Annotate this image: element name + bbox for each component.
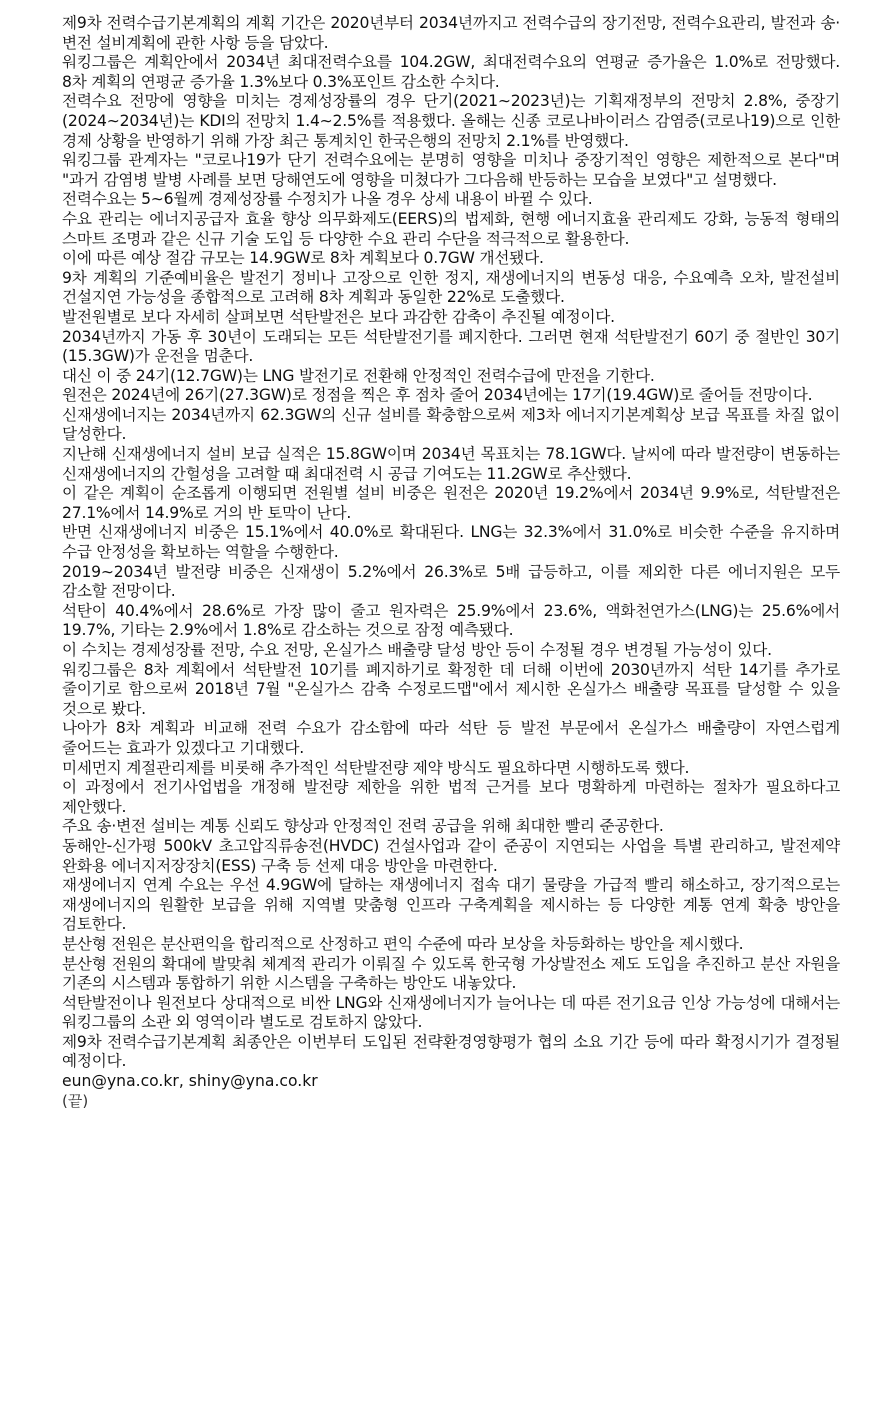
article-paragraph: 9차 계획의 기준예비율은 발전기 정비나 고장으로 인한 정지, 재생에너지의 변동성 대응, 수요예측 오차, 발전설비 건설지연 가능성을 종합적으로 고려해 8차 계획과 동일한 22%로 도출했다. [62, 268, 840, 307]
article-paragraph: 나아가 8차 계획과 비교해 전력 수요가 감소함에 따라 석탄 등 발전 부문에서 온실가스 배출량이 자연스럽게 줄어드는 효과가 있겠다고 기대했다. [62, 719, 840, 757]
article-paragraph: 원전은 2024년에 26기(27.3GW)로 정점을 찍은 후 점차 줄어 2034년에는 17기(19.4GW)로 줄어들 전망이다. [62, 386, 813, 405]
article-paragraph: 분산형 전원의 확대에 발맞춰 체계적 관리가 이뤄질 수 있도록 한국형 가상발전소 제도 도입을 추진하고 분산 자원을 기존의 시스템과 통합하기 위한 시스템을 구축하는 방안도 내놓았다. [62, 954, 840, 993]
article-paragraph: 제9차 전력수급기본계획의 계획 기간은 2020년부터 2034년까지고 전력수급의 장기전망, 전력수요관리, 발전과 송·변전 설비계획에 관한 사항 등을 담았다. [62, 14, 840, 52]
article-paragraph: 대신 이 중 24기(12.7GW)는 LNG 발전기로 전환해 안정적인 전력수급에 만전을 기한다. [62, 366, 655, 385]
article-body [62, 14, 840, 1110]
article-paragraph: 신재생에너지는 2034년까지 62.3GW의 신규 설비를 확충함으로써 제3차 에너지기본계획상 보급 목표를 차질 없이 달성한다. [62, 405, 840, 444]
article-paragraph: 이에 따른 예상 절감 규모는 14.9GW로 8차 계획보다 0.7GW 개선됐다. [62, 249, 544, 268]
article-paragraph: 석탄이 40.4%에서 28.6%로 가장 많이 줄고 원자력은 25.9%에서 23.6%, 액화천연가스(LNG)는 25.6%에서 19.7%, 기타는 2.9%에서 1.8%로 감소하는 것으로 잠정 예측됐다. [62, 601, 840, 640]
article-paragraph: 분산형 전원은 분산편익을 합리적으로 산정하고 편익 수준에 따라 보상을 차등화하는 방안을 제시했다. [62, 934, 744, 953]
article-paragraph: 석탄발전이나 원전보다 상대적으로 비싼 LNG와 신재생에너지가 늘어나는 데 따른 전기요금 인상 가능성에 대해서는 워킹그룹의 소관 외 영역이라 별도로 검토하지 않았다. [62, 993, 840, 1032]
article-paragraph: 이 수치는 경제성장률 전망, 수요 전망, 온실가스 배출량 달성 방안 등이 수정될 경우 변경될 가능성이 있다. [62, 641, 772, 659]
article-paragraph: 반면 신재생에너지 비중은 15.1%에서 40.0%로 확대된다. LNG는 32.3%에서 31.0%로 비슷한 수준을 유지하며 수급 안정성을 확보하는 역할을 수행한다. [62, 523, 840, 562]
article-paragraph: 워킹그룹은 8차 계획에서 석탄발전 10기를 폐지하기로 확정한 데 더해 이번에 2030년까지 석탄 14기를 추가로 줄이기로 함으로써 2018년 7월 "온실가스 감축 수정로드맵"에서 제시한 온실가스 배출량 목표를 달성할 수 있을 것으로 봤다. [62, 660, 840, 718]
article-paragraph: 주요 송·변전 설비는 계통 신뢰도 향상과 안정적인 전력 공급을 위해 최대한 빨리 준공한다. [62, 817, 664, 836]
article-paragraph: 전력수요는 5∼6월께 경제성장률 수정치가 나올 경우 상세 내용이 바뀔 수 있다. [62, 190, 593, 209]
author-email: eun@yna.co.kr, shiny@yna.co.kr [62, 1072, 318, 1091]
article-paragraph: 재생에너지 연계 수요는 우선 4.9GW에 달하는 재생에너지 접속 대기 물량을 가급적 빨리 해소하고, 장기적으로는 재생에너지의 원활한 보급을 위해 지역별 맞춤형 인프라 구축계획을 제시하는 등 다양한 계통 연계 확충 방안을 검토한다. [62, 876, 840, 934]
article-paragraph: 지난해 신재생에너지 설비 보급 실적은 15.8GW이며 2034년 목표치는 78.1GW다. 날씨에 따라 발전량이 변동하는 신재생에너지의 간헐성을 고려할 때 최대전력 시 공급 기여도는 11.2GW로 추산했다. [62, 445, 840, 483]
article-end-mark: (끝) [62, 1091, 89, 1110]
article-paragraph: 전력수요 전망에 영향을 미치는 경제성장률의 경우 단기(2021∼2023년)는 기획재정부의 전망치 2.8%, 중장기(2024∼2034년)는 KDI의 전망치 1.4∼2.5%를 적용했다. 올해는 신종 코로나바이러스 감염증(코로나19)으로 인한 경제 상황을 반영하기 위해 가장 최근 통계치인 한국은행의 전망치 2.1%를 반영했다. [62, 92, 840, 150]
article-paragraph: 2019∼2034년 발전량 비중은 신재생이 5.2%에서 26.3%로 5배 급등하고, 이를 제외한 다른 에너지원은 모두 감소할 전망이다. [62, 562, 840, 601]
article-paragraph: 이 과정에서 전기사업법을 개정해 발전량 제한을 위한 법적 근거를 보다 명확하게 마련하는 절차가 필요하다고 제안했다. [62, 778, 840, 816]
article-paragraph: 발전원별로 보다 자세히 살펴보면 석탄발전은 보다 과감한 감축이 추진될 예정이다. [62, 307, 615, 326]
article-paragraph: 이 같은 계획이 순조롭게 이행되면 전원별 설비 비중은 원전은 2020년 19.2%에서 2034년 9.9%로, 석탄발전은 27.1%에서 14.9%로 거의 반 토막이 난다. [62, 484, 840, 522]
article-paragraph: 제9차 전력수급기본계획 최종안은 이번부터 도입된 전략환경영향평가 협의 소요 기간 등에 따라 확정시기가 결정될 예정이다. [62, 1032, 840, 1071]
article-paragraph: 동해안-신가평 500kV 초고압직류송전(HVDC) 건설사업과 같이 준공이 지연되는 사업을 특별 관리하고, 발전제약 완화용 에너지저장장치(ESS) 구축 등 선제 대응 방안을 마련한다. [62, 836, 840, 875]
article-paragraph: 2034년까지 가동 후 30년이 도래되는 모든 석탄발전기를 폐지한다. 그러면 현재 석탄발전기 60기 중 절반인 30기(15.3GW)가 운전을 멈춘다. [62, 327, 840, 366]
article-paragraph: 워킹그룹 관계자는 "코로나19가 단기 전력수요에는 분명히 영향을 미치나 중장기적인 영향은 제한적으로 본다"며 "과거 감염병 발병 사례를 보면 당해연도에 영향을 미쳤다가 그다음해 반등하는 모습을 보였다"고 설명했다. [62, 151, 840, 189]
article-paragraph: 미세먼지 계절관리제를 비롯해 추가적인 석탄발전량 제약 방식도 필요하다면 시행하도록 했다. [62, 758, 690, 777]
article-paragraph: 워킹그룹은 계획안에서 2034년 최대전력수요를 104.2GW, 최대전력수요의 연평균 증가율은 1.0%로 전망했다. 8차 계획의 연평균 증가율 1.3%보다 0.3%포인트 감소한 수치다. [62, 53, 840, 91]
article-paragraph: 수요 관리는 에너지공급자 효율 향상 의무화제도(EERS)의 법제화, 현행 에너지효율 관리제도 강화, 능동적 형태의 스마트 조명과 같은 신규 기술 도입 등 다양한 수요 관리 수단을 적극적으로 활용한다. [62, 209, 840, 248]
